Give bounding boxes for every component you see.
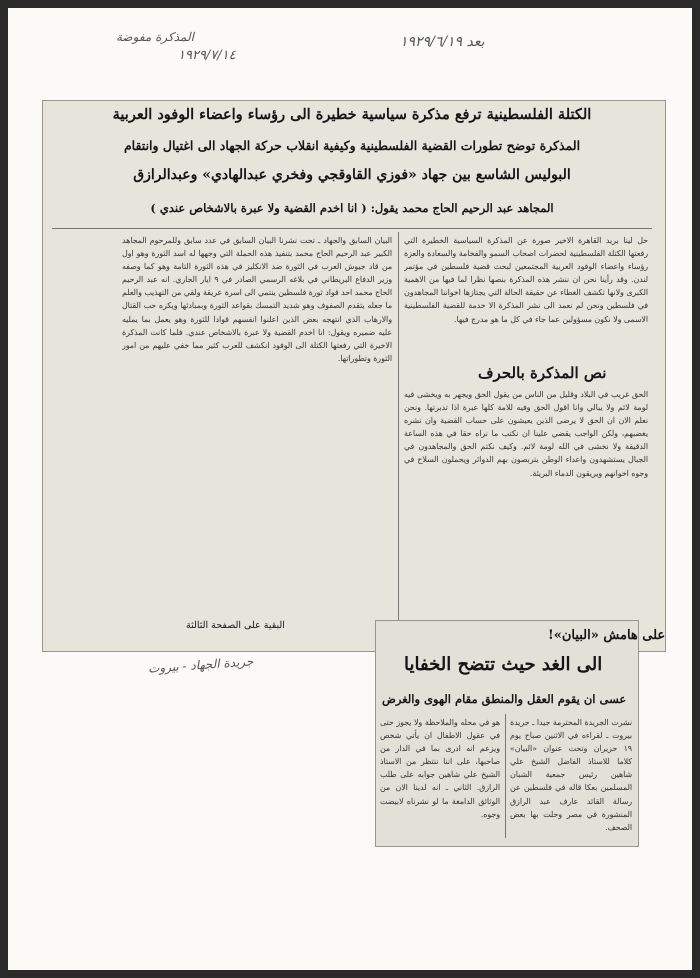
headline-1: الكتلة الفلسطينية ترفع مذكرة سياسية خطيرة الى رؤساء واعضاء الوفود العربية: [112, 106, 592, 123]
sidebar-headline: الى الغد حيث تتضح الخفايا: [404, 654, 603, 675]
sidebar-left-column: هو في محله والملاحظة ولا يجوز حتى في عقول الاطفال ان يأتي شخص ويزعم انه ادرى بما في الدار من صاحبها، على اننا ننتظر من الاستاذ الشيخ علي شاهين جوابه على طلب الرازق. الثاني ـ انه لدينا الان من الوثائق الدامغة ما لو نشرناه لابيضت وجوه.: [380, 718, 500, 819]
source-note: جريدة الجهاد - بيروت: [147, 654, 254, 676]
continued-note: البقية على الصفحة الثالثة: [186, 620, 285, 631]
headline-rule: [52, 228, 652, 229]
archive-date: ١٩٢٩/٧/١٤: [178, 48, 236, 63]
right-column-body: الحق غريب في البلاد وقليل من الناس من يقول الحق ويجهر به ويخشى فيه لومة لائم ولا يبالي وانا اقول الحق وفيه للامة كلها عبرة اذا تدبرتها. ونحن نعلم الان ان الحق لا يرضى الذين يعيشون على حساب القضية وان نشره يغضبهم، ولكن الواجب يقضي علينا ان نكتب ما نراه حقا في هذه الساعة الدقيقة ولا نخشى في الله لومة لائم. وكيف نكتم الحق والمجاهدون في الجبال يستشهدون واعداء الوطن يتربصون بهم الدوائر ويحملون السلاح في وجوه اخوانهم ويريقون الدماء البريئة.: [404, 390, 648, 478]
headline-3: البوليس الشاسع بين جهاد «فوزي القاوقجي وفخري عبدالهادي» وعبدالرازق: [133, 167, 571, 183]
sidebar-rule: [505, 714, 506, 838]
column-rule: [398, 232, 399, 632]
section-title: نص المذكرة بالحرف: [478, 364, 607, 382]
archive-label: المذكرة مفوضة: [116, 30, 194, 44]
sidebar-subheadline: عسى ان يقوم العقل والمنطق مقام الهوى والغرض: [382, 692, 627, 706]
left-column-body: البيان السابق والجهاد ـ تحت نشرنا البيان السابق في عدد سابق وللمرحوم المجاهد الكبير عبد الرحيم الحاج محمد بتنفيذ هذه الحملة التي وجهها له اسد الثورة وهو اول من قاد جيوش العرب في الثورة ضد الانكليز في هذه الثورة التامة وهو كما وصفه وزير الدفاع البريطاني في بلاغه الرسمي الصادر في ٩ ايار الجاري. انه عبد الرحيم الحاج محمد احد قواد ثورة فلسطين ينتمي الى اسرة عريقة ولقي من التهذيب والعلم ما جعله يتقدم الصفوف وهو شديد التمسك بقواعد الثورة وبمبادئها ويكره حب القتال والارهاب الذي انتهجه بعض الذين اعلنوا انفسهم قوادا للثورة وهو يعمل بما يمليه عليه ضميره ويقول: انا اخدم القضية ولا عبرة بالاشخاص عندي. فلما كانت المذكرة الاخيرة التي رفعتها الكتلة الى الوفود انكشف للعرب كثير مما خفي عليهم من امور الثورة وتطوراتها.: [122, 236, 392, 363]
sidebar-kicker: على هامش «البيان»!: [548, 628, 666, 643]
headline-2: المذكرة توضح تطورات القضية الفلسطينية وكيفية انقلاب حركة الجهاد الى اغتيال وانتقام: [123, 138, 581, 153]
headline-4: المجاهد عبد الرحيم الحاج محمد يقول: ( انا اخدم القضية ولا عبرة بالاشخاص عندي ): [150, 201, 554, 215]
archive-sheet: [8, 8, 692, 970]
clipping-date: بعد ١٩٢٩/٦/١٩: [400, 34, 485, 50]
sidebar-right-column: نشرت الجريدة المحترمة جيدا ـ جريدة بيروت ـ لقراءه في الاثنين صباح يوم ١٩ حزيران وتحت عنوان «البيان» كلاما للاستاذ الفاضل الشيخ علي شاهين رئيس جمعية الشبان المسلمين بعكا قاله في فلسطين عن رسالة القائد عارف عبد الرازق المنشورة في مصر وحلت بها بعض الصحف.: [510, 718, 632, 832]
right-column-intro: حل لينا بريد القاهرة الاخير صورة عن المذكرة السياسية الخطيرة التي رفعتها الكتلة الفلسطينية لحضرات اصحاب السمو والفخامة والسعادة والعزة رؤساء واعضاء الوفود العربية المجتمعين لبحث قضية فلسطين في مؤتمر لندن. وقد رأينا نحن ان ننشر هذه المذكرة بنصها نظرا لما فيها من الاهمية الكبرى ولانها تكشف الغطاء عن حقيقة الحالة التي يجتازها اخواننا المجاهدون في فلسطين ونحن لم نعمد الى نشر المذكرة الا خدمة للقضية الفلسطينية الاسمى ولا نكون مسؤولين عما جاء في كل ما هو مدرج فيها.: [404, 236, 648, 324]
